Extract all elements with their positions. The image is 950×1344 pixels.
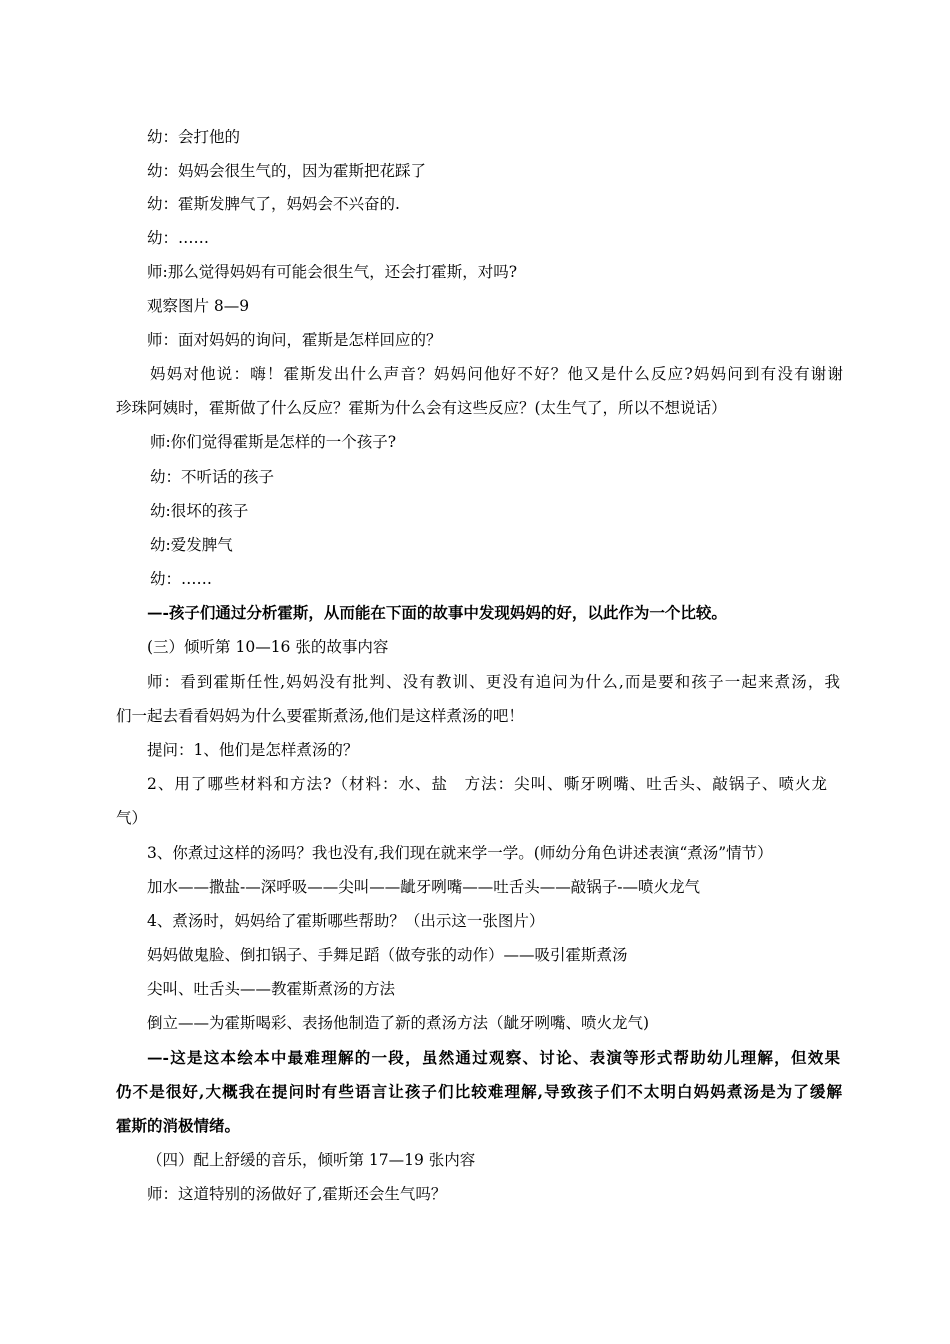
- text-line: 幼：会打他的: [147, 128, 241, 146]
- bold-note-line: 霍斯的消极情绪。: [116, 1116, 241, 1135]
- section-heading: （四）配上舒缓的音乐，倾听第 17—19 张内容: [147, 1151, 476, 1169]
- text-line: 珍珠阿姨时，霍斯做了什么反应？霍斯为什么会有这些反应？(太生气了，所以不想说话）: [116, 399, 727, 417]
- text-line: 幼：……: [150, 570, 213, 588]
- text-line: 师：这道特别的汤做好了,霍斯还会生气吗？: [147, 1185, 447, 1203]
- text-line: 们一起去看看妈妈为什么要霍斯煮汤,他们是这样煮汤的吧！: [116, 707, 524, 725]
- text-line: 师:你们觉得霍斯是怎样的一个孩子?: [150, 433, 397, 451]
- bold-note-line: —-这是这本绘本中最难理解的一段，虽然通过观察、讨论、表演等形式帮助幼儿理解，但效果: [147, 1048, 840, 1067]
- section-heading: (三）倾听第 10—16 张的故事内容: [147, 638, 389, 656]
- text-line: 幼：霍斯发脾气了，妈妈会不兴奋的.: [147, 195, 400, 213]
- text-line: 妈妈对他说：嗨！霍斯发出什么声音？妈妈问他好不好？他又是什么反应?妈妈问到有没有谢谢: [150, 365, 843, 383]
- text-line: 师：面对妈妈的询问，霍斯是怎样回应的？: [147, 331, 442, 349]
- text-line: 幼：妈妈会很生气的，因为霍斯把花踩了: [147, 162, 427, 180]
- text-line: 2、用了哪些材料和方法?（材料：水、盐 方法：尖叫、嘶牙咧嘴、吐舌头、敲锅子、喷火龙: [147, 775, 827, 793]
- text-line: 倒立——为霍斯喝彩、表扬他制造了新的煮汤方法（龇牙咧嘴、喷火龙气): [147, 1014, 650, 1032]
- text-line: 师:那么觉得妈妈有可能会很生气，还会打霍斯，对吗?: [147, 263, 518, 281]
- text-line: 加水——撒盐-—深呼吸——尖叫——龇牙咧嘴——吐舌头——敲锅子-—喷火龙气: [147, 878, 700, 896]
- text-line: 尖叫、吐舌头——教霍斯煮汤的方法: [147, 980, 396, 998]
- text-line: 3、你煮过这样的汤吗？我也没有,我们现在就来学一学。(师幼分角色讲述表演“煮汤”情节）: [147, 844, 773, 862]
- text-line: 4、煮汤时，妈妈给了霍斯哪些帮助？（出示这一张图片）: [147, 912, 545, 930]
- bold-note-line: 仍不是很好,大概我在提问时有些语言让孩子们比较难理解,导致孩子们不太明白妈妈煮汤是为了缓解: [116, 1082, 842, 1101]
- text-line: 观察图片 8—9: [147, 297, 250, 315]
- text-line: 幼:爱发脾气: [150, 536, 233, 554]
- text-line: 幼：……: [147, 229, 210, 247]
- text-line: 幼:很坏的孩子: [150, 502, 249, 520]
- text-line: 气）: [116, 809, 148, 827]
- text-line: 师：看到霍斯任性,妈妈没有批判、没有教训、更没有追问为什么,而是要和孩子一起来煮汤，我: [147, 673, 840, 691]
- text-line: 妈妈做鬼脸、倒扣锅子、手舞足蹈（做夸张的动作）——吸引霍斯煮汤: [147, 946, 628, 964]
- text-line: 提问：1、他们是怎样煮汤的？: [147, 741, 359, 759]
- text-line: 幼：不听话的孩子: [150, 468, 275, 486]
- bold-note-line: —-孩子们通过分析霍斯，从而能在下面的故事中发现妈妈的好，以此作为一个比较。: [147, 603, 727, 622]
